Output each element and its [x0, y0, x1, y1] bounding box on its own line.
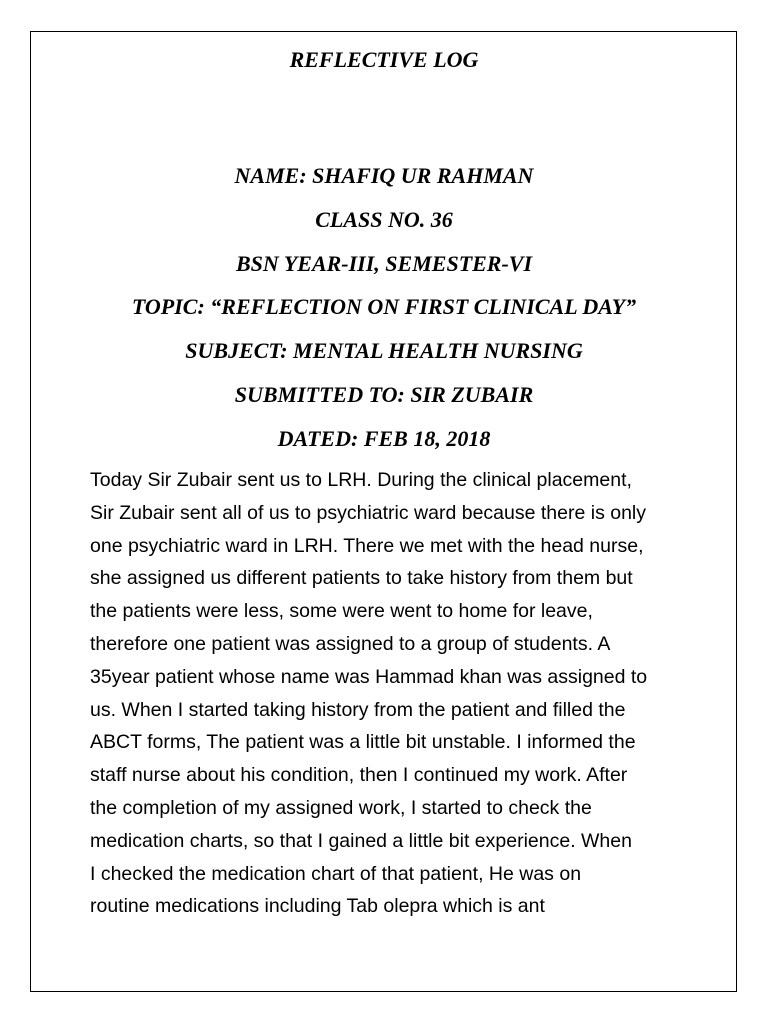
body-line: the patients were less, some were went to home for leave, — [90, 600, 593, 623]
body-line: Sir Zubair sent all of us to psychiatric ward because there is only — [90, 501, 647, 524]
body-line: I checked the medication chart of that patient, He was on — [90, 862, 582, 885]
body-line: therefore one patient was assigned to a group of students. A — [90, 632, 611, 655]
body-line: she assigned us different patients to take history from them but — [90, 567, 633, 590]
document-title: REFLECTIVE LOG — [289, 47, 479, 72]
subject-line: SUBJECT: MENTAL HEALTH NURSING — [185, 338, 583, 364]
body-line: the completion of my assigned work, I started to check the — [90, 796, 592, 819]
body-line: staff nurse about his condition, then I continued my work. After — [90, 764, 628, 787]
program-line: BSN YEAR-III, SEMESTER-VI — [235, 250, 533, 276]
body-line: 35year patient whose name was Hammad khan was assigned to — [90, 665, 648, 688]
body-line: Today Sir Zubair sent us to LRH. During the clinical placement, — [90, 469, 632, 491]
body-line: one psychiatric ward in LRH. There we met with the head nurse, — [90, 534, 644, 557]
submitted-to-line: SUBMITTED TO: SIR ZUBAIR — [234, 381, 534, 407]
body-paragraph — [90, 464, 690, 923]
body-line: us. When I started taking history from the patient and filled the — [90, 698, 626, 721]
body-line: medication charts, so that I gained a little bit experience. When — [90, 829, 632, 852]
date-line: DATED: FEB 18, 2018 — [277, 425, 491, 451]
topic-line: TOPIC: “REFLECTION ON FIRST CLINICAL DAY” — [131, 294, 637, 320]
body-line: ABCT forms, The patient was a little bit unstable. I informed the — [90, 731, 636, 754]
class-line: CLASS NO. 36 — [315, 206, 453, 232]
name-line: NAME: SHAFIQ UR RAHMAN — [234, 163, 534, 188]
body-line: routine medications including Tab olepra which is ant — [90, 895, 545, 918]
header-block — [0, 158, 768, 465]
